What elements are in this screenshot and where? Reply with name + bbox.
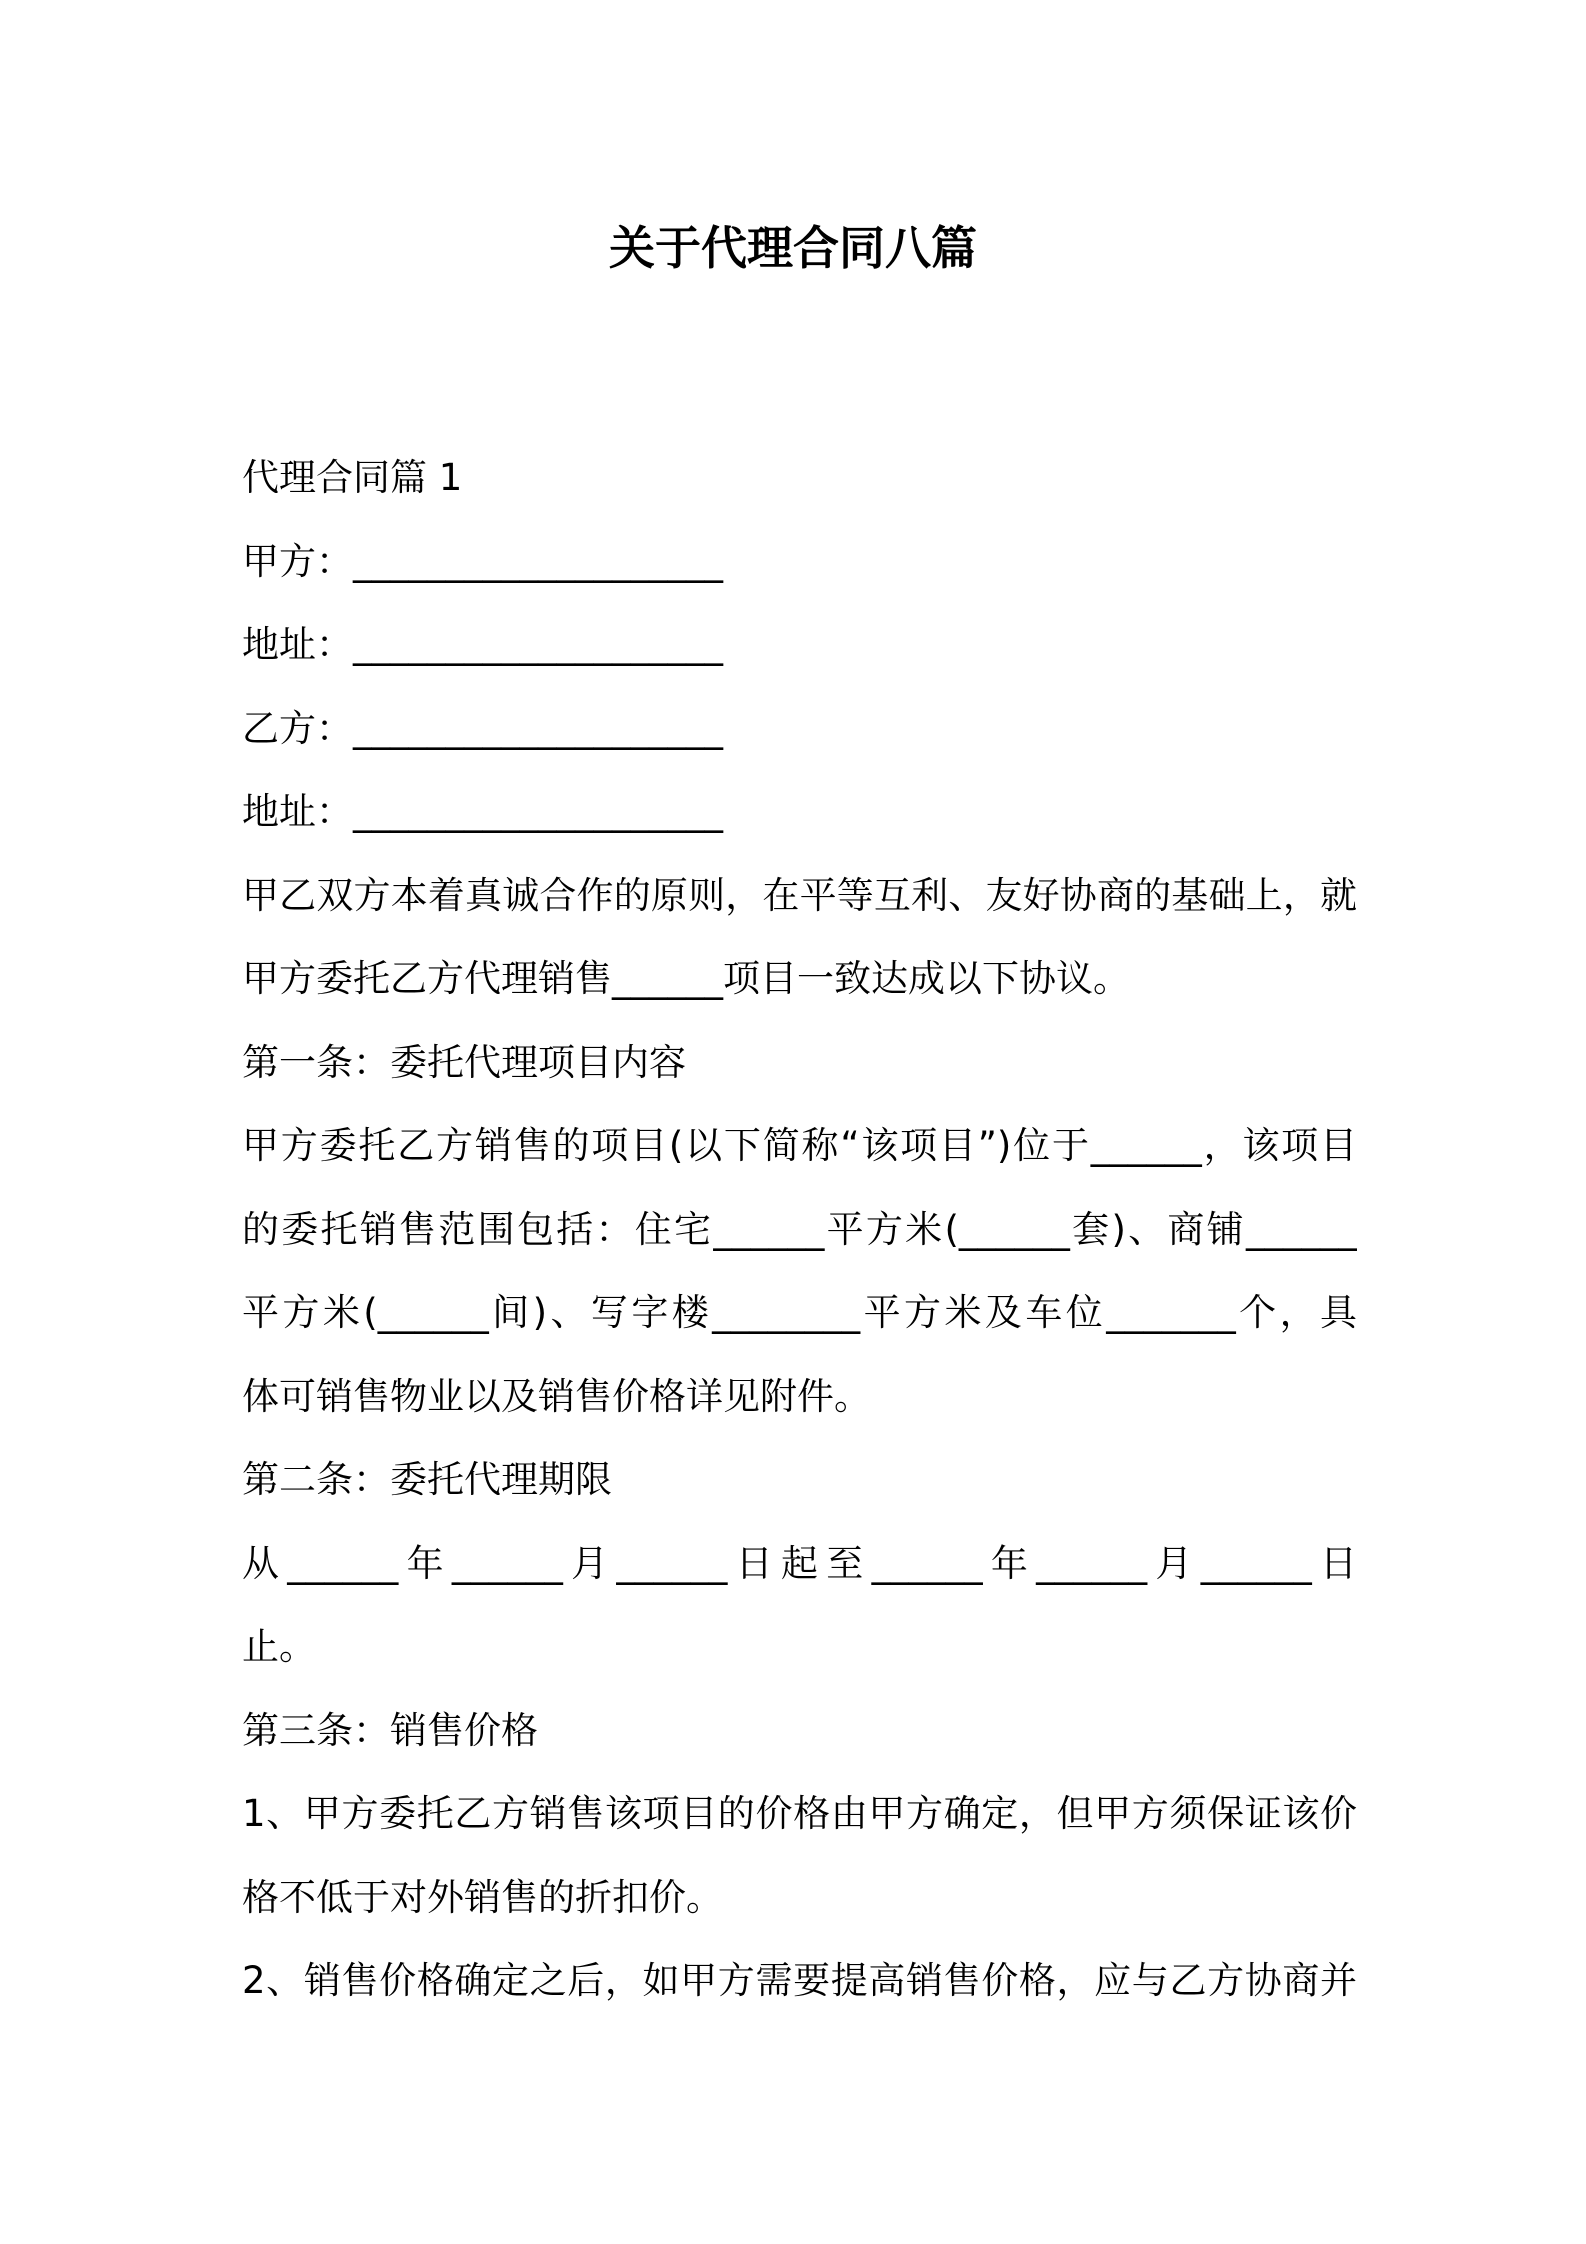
document-title: 关于代理合同八篇 [609, 221, 977, 275]
document-line: 体可销售物业以及销售价格详见附件。 [242, 1374, 871, 1418]
document-line: 乙方：____________________ [242, 706, 723, 750]
document-line: 平方米(______间)、写字楼________平方米及车位_______个，具 [242, 1291, 1357, 1334]
document-line: 的委托销售范围包括：住宅______平方米(______套)、商铺______ [242, 1207, 1357, 1251]
document-line: 第一条：委托代理项目内容 [242, 1040, 686, 1084]
document-line: 甲方委托乙方销售的项目(以下简称“该项目”)位于______，该项目 [242, 1124, 1357, 1167]
document-line: 第三条：销售价格 [242, 1708, 538, 1752]
document-line: 地址：____________________ [242, 790, 723, 833]
document-line: 第二条：委托代理期限 [242, 1458, 612, 1501]
document-line: 地址：____________________ [242, 623, 723, 666]
document-line: 代理合同篇 1 [242, 456, 463, 499]
document-line: 从______年______月______日起至______年______月______日 [242, 1541, 1357, 1585]
document-line: 1、甲方委托乙方销售该项目的价格由甲方确定，但甲方须保证该价 [242, 1792, 1357, 1835]
document-line: 甲乙双方本着真诚合作的原则，在平等互利、友好协商的基础上，就 [242, 873, 1357, 917]
document-line: 2、销售价格确定之后，如甲方需要提高销售价格，应与乙方协商并 [242, 1959, 1357, 2002]
document-body [242, 436, 1357, 2023]
document-line: 甲方：____________________ [242, 539, 723, 583]
document-line: 格不低于对外销售的折扣价。 [242, 1875, 723, 1919]
document-line: 甲方委托乙方代理销售______项目一致达成以下协议。 [242, 957, 1130, 1000]
document-line: 止。 [242, 1625, 316, 1668]
